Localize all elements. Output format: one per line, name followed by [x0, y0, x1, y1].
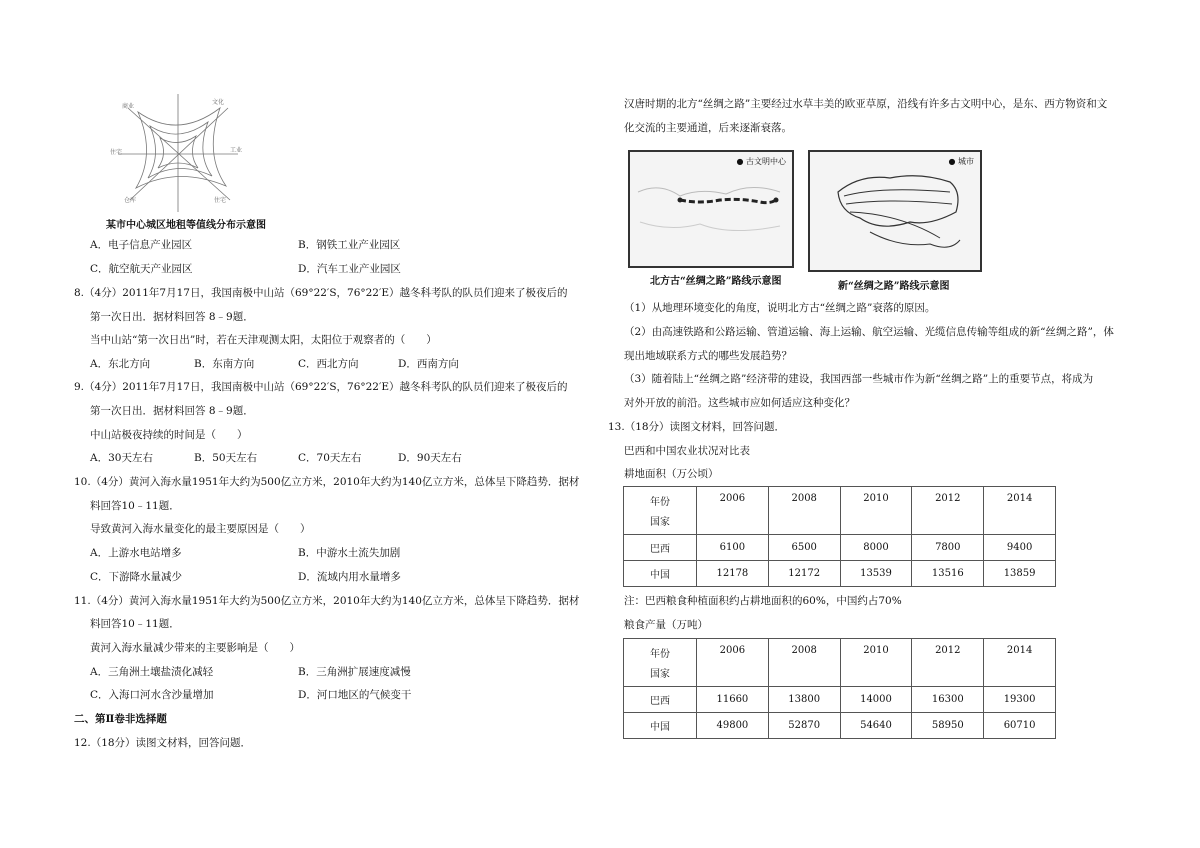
table2-year-header: 2012 — [912, 639, 984, 687]
q10-option-d: D．流域内用水量增多 — [298, 571, 401, 583]
table-row — [624, 561, 1056, 587]
table1-label: 耕地面积（万公顷） — [624, 468, 719, 480]
q11-option-c: C．入海口河水含沙量增加 — [90, 689, 214, 701]
option-a: A．电子信息产业园区 — [90, 239, 193, 251]
table-note: 注：巴西粮食种植面积约占耕地面积的60%，中国约占70% — [624, 595, 902, 607]
silk-road-intro-line1: 汉唐时期的北方“丝绸之路”主要经过水草丰美的欧亚草原，沿线有许多古文明中心，是东、西方物资和文 — [624, 98, 1108, 110]
option-d: D．汽车工业产业园区 — [298, 263, 401, 275]
table1-year-header: 2012 — [912, 487, 984, 535]
svg-text:住宅: 住宅 — [110, 149, 123, 156]
table1-year-header: 2010 — [840, 487, 912, 535]
q9-stem-line1: 9.（4分）2011年7月17日，我国南极中山站（69°22′S，76°22′E）越冬科考队的队员们迎来了极夜后的 — [74, 381, 568, 393]
sub-question-1: （1）从地理环境变化的角度，说明北方古“丝绸之路”衰落的原因。 — [624, 302, 936, 314]
value-cell: 49800 — [697, 713, 769, 739]
q8-option-d: D．西南方向 — [398, 358, 459, 370]
ancient-silk-road-graphic — [630, 152, 792, 266]
silk-road-intro-line2: 化交流的主要通道，后来逐渐衰落。 — [624, 122, 792, 134]
value-cell: 6500 — [768, 535, 840, 561]
value-cell: 16300 — [912, 687, 984, 713]
q9-question: 中山站极夜持续的时间是（ ） — [90, 429, 248, 441]
figure-caption: 某市中心城区地租等值线分布示意图 — [106, 220, 266, 231]
q8-option-b: B．东南方向 — [194, 358, 255, 370]
table2-label: 粮食产量（万吨） — [624, 619, 708, 631]
q11-option-d: D．河口地区的气候变干 — [298, 689, 412, 701]
q11-stem-line2: 料回答10﹣11题． — [90, 618, 180, 630]
value-cell: 14000 — [840, 687, 912, 713]
value-cell: 19300 — [984, 687, 1056, 713]
value-cell: 60710 — [984, 713, 1056, 739]
q9-option-d: D．90天左右 — [398, 452, 462, 464]
rent-isoline-figure — [108, 90, 248, 218]
new-silk-road-map — [808, 150, 982, 272]
map1-legend: ● 古文明中心 — [736, 157, 786, 166]
q11-stem-line1: 11.（4分）黄河入海水量1951年大约为500亿立方米，2010年大约为140亿立方米，总体呈下降趋势．据材 — [74, 595, 580, 607]
table2-corner-header: 年份 国家 — [624, 639, 697, 687]
ancient-silk-road-map — [628, 150, 794, 268]
map2-legend: ● 城市 — [948, 157, 974, 166]
sub-question-2-line2: 现出地域联系方式的哪些发展趋势？ — [624, 350, 792, 362]
table1-year-header: 2006 — [697, 487, 769, 535]
value-cell: 54640 — [840, 713, 912, 739]
value-cell: 6100 — [697, 535, 769, 561]
value-cell: 13539 — [840, 561, 912, 587]
table-row — [624, 535, 1056, 561]
sub-question-3-line2: 对外开放的前沿。这些城市应如何适应这种变化？ — [624, 397, 855, 409]
country-cell: 巴西 — [624, 687, 697, 713]
svg-text:商业: 商业 — [122, 103, 135, 110]
q11-option-b: B．三角洲扩展速度减慢 — [298, 666, 411, 678]
q10-option-b: B．中游水土流失加剧 — [298, 547, 401, 559]
table1-corner-header: 年份 国家 — [624, 487, 697, 535]
table-row — [624, 713, 1056, 739]
q9-option-a: A．30天左右 — [90, 452, 153, 464]
q10-question: 导致黄河入海水量变化的最主要原因是（ ） — [90, 523, 311, 535]
option-c: C．航空航天产业园区 — [90, 263, 193, 275]
q10-stem-line1: 10.（4分）黄河入海水量1951年大约为500亿立方米，2010年大约为140亿立方米，总体呈下降趋势．据材 — [74, 476, 580, 488]
q9-option-b: B．50天左右 — [194, 452, 258, 464]
q8-stem-line1: 8.（4分）2011年7月17日，我国南极中山站（69°22′S，76°22′E）越冬科考队的队员们迎来了极夜后的 — [74, 287, 568, 299]
table2-year-header: 2006 — [697, 639, 769, 687]
q9-option-c: C．70天左右 — [298, 452, 362, 464]
table-row — [624, 687, 1056, 713]
q8-option-c: C．西北方向 — [298, 358, 359, 370]
svg-text:工业: 工业 — [230, 147, 243, 154]
arable-land-table — [623, 486, 1056, 587]
svg-text:仓库: 仓库 — [124, 197, 137, 204]
q12-stem: 12.（18分）读图文材料，回答问题． — [74, 737, 252, 749]
value-cell: 12172 — [768, 561, 840, 587]
q8-stem-line2: 第一次日出．据材料回答 8﹣9题． — [90, 311, 254, 323]
q8-option-a: A．东北方向 — [90, 358, 151, 370]
new-silk-road-graphic — [810, 152, 980, 270]
country-cell: 中国 — [624, 713, 697, 739]
value-cell: 11660 — [697, 687, 769, 713]
q11-question: 黄河入海水量减少带来的主要影响是（ ） — [90, 642, 300, 654]
table1-year-header: 2014 — [984, 487, 1056, 535]
table-title: 巴西和中国农业状况对比表 — [624, 445, 750, 457]
value-cell: 58950 — [912, 713, 984, 739]
value-cell: 13800 — [768, 687, 840, 713]
svg-text:住宅: 住宅 — [214, 197, 227, 204]
table2-year-header: 2014 — [984, 639, 1056, 687]
table2-year-header: 2008 — [768, 639, 840, 687]
map1-caption: 北方古“丝绸之路”路线示意图 — [650, 276, 782, 287]
value-cell: 8000 — [840, 535, 912, 561]
table1-year-header: 2008 — [768, 487, 840, 535]
value-cell: 52870 — [768, 713, 840, 739]
q10-option-a: A．上游水电站增多 — [90, 547, 182, 559]
q10-option-c: C．下游降水量减少 — [90, 571, 183, 583]
sub-question-2-line1: （2）由高速铁路和公路运输、管道运输、海上运输、航空运输、光缆信息传输等组成的新“丝绸之路”，体 — [624, 326, 1114, 338]
q9-stem-line2: 第一次日出．据材料回答 8﹣9题． — [90, 405, 254, 417]
q11-option-a: A．三角洲土壤盐渍化减轻 — [90, 666, 214, 678]
country-cell: 中国 — [624, 561, 697, 587]
value-cell: 9400 — [984, 535, 1056, 561]
q13-stem: 13.（18分）读图文材料，回答问题． — [608, 421, 786, 433]
map2-caption: 新“丝绸之路”路线示意图 — [838, 281, 950, 292]
grain-output-table — [623, 638, 1056, 739]
q10-stem-line2: 料回答10﹣11题． — [90, 500, 180, 512]
section-heading: 二、第Ⅱ卷非选择题 — [74, 713, 167, 725]
country-cell: 巴西 — [624, 535, 697, 561]
sub-question-3-line1: （3）随着陆上“丝绸之路”经济带的建设，我国西部一些城市作为新“丝绸之路”上的重要节点，将成为 — [624, 373, 1094, 385]
value-cell: 13859 — [984, 561, 1056, 587]
svg-text:文化: 文化 — [212, 99, 225, 106]
table2-year-header: 2010 — [840, 639, 912, 687]
option-b: B．钢铁工业产业园区 — [298, 239, 401, 251]
value-cell: 12178 — [697, 561, 769, 587]
value-cell: 7800 — [912, 535, 984, 561]
value-cell: 13516 — [912, 561, 984, 587]
q8-question: 当中山站“第一次日出”时，若在天津观测太阳，太阳位于观察者的（ ） — [90, 334, 437, 346]
